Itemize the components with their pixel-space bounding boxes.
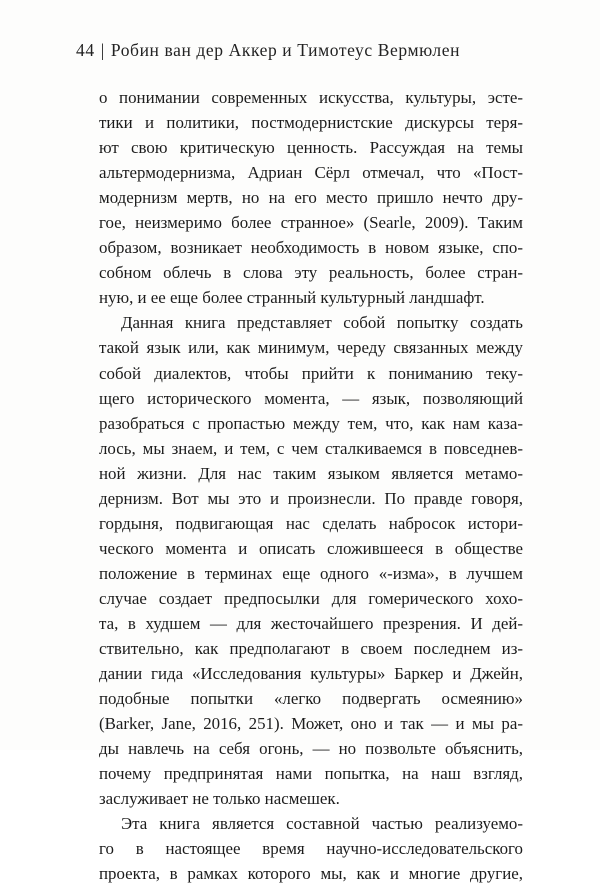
running-head — [76, 40, 460, 61]
paragraph — [99, 310, 523, 811]
text-line: та, в худшем — для жесточайшего презрения. И дей- — [99, 613, 523, 633]
text-line: ствительно, как предполагают в своем последнем из- — [99, 639, 523, 659]
text-line: гордыня, подвигающая нас сделать набросок истори- — [99, 513, 523, 533]
header-authors: Робин ван дер Аккер и Тимотеус Вермюлен — [110, 40, 461, 60]
text-line: дернизм. Вот мы это и произнесли. По правде говоря, — [99, 488, 523, 508]
text-line: положение в терминах еще одного «-изма», в лучшем — [99, 563, 523, 583]
header-separator: | — [100, 40, 105, 60]
text-line: подобные попытки «легко подвергать осмеянию» — [99, 689, 523, 709]
text-line: дании гида «Исследования культуры» Баркер и Джейн, — [99, 664, 523, 684]
paragraph — [99, 811, 523, 886]
text-line: ды навлечь на себя огонь, — но позвольте объяснить, — [99, 739, 523, 759]
text-line: разобраться с пропастью между тем, что, как нам каза- — [99, 413, 523, 433]
page-number: 44 — [76, 40, 95, 60]
text-line: собой диалектов, чтобы прийти к пониманию теку- — [99, 363, 523, 383]
text-line: альтермодернизма, Адриан Сёрл отмечал, что «Пост- — [99, 163, 523, 183]
body-text — [99, 85, 523, 887]
text-line: случае создает предпосылки для гомерического хохо- — [99, 588, 523, 608]
text-line: ную, и ее еще более странный культурный ландшафт. — [99, 288, 485, 308]
text-line: Данная книга представляет собой попытку создать — [121, 313, 523, 333]
text-line: заслуживает не только насмешек. — [99, 789, 340, 809]
text-line: почему предпринятая нами попытка, на наш взгляд, — [99, 764, 523, 784]
text-line: щего исторического момента, — язык, позволяющий — [99, 388, 523, 408]
text-line: ют свою критическую ценность. Рассуждая на темы — [99, 138, 523, 158]
text-line: такой язык или, как минимум, череду связанных между — [99, 338, 523, 358]
text-line: Эта книга является составной частью реализуемо- — [121, 814, 523, 834]
text-line: модернизм мертв, но на его место пришло нечто дру- — [99, 188, 523, 208]
paragraph — [99, 85, 523, 310]
text-line: гое, неизмеримо более странное» (Searle, 2009). Таким — [99, 213, 523, 233]
text-line: лось, мы знаем, и тем, с чем сталкиваемся в повседнев- — [99, 438, 523, 458]
text-line: ной жизни. Для нас таким языком является метамо- — [99, 463, 523, 483]
text-line: проекта, в рамках которого мы, как и многие другие, — [99, 864, 523, 884]
text-line: тики и политики, постмодернистские дискурсы теря- — [99, 113, 523, 133]
text-line: образом, возникает необходимость в новом языке, спо- — [99, 238, 523, 258]
text-line: собном облечь в слова эту реальность, более стран- — [99, 263, 523, 283]
text-line: о понимании современных искусства, культуры, эсте- — [99, 88, 523, 107]
text-line: ческого момента и описать сложившееся в обществе — [99, 538, 523, 558]
text-line: (Barker, Jane, 2016, 251). Может, оно и так — и мы ра- — [99, 714, 523, 734]
text-line: го в настоящее время научно-исследовательского — [99, 839, 523, 859]
